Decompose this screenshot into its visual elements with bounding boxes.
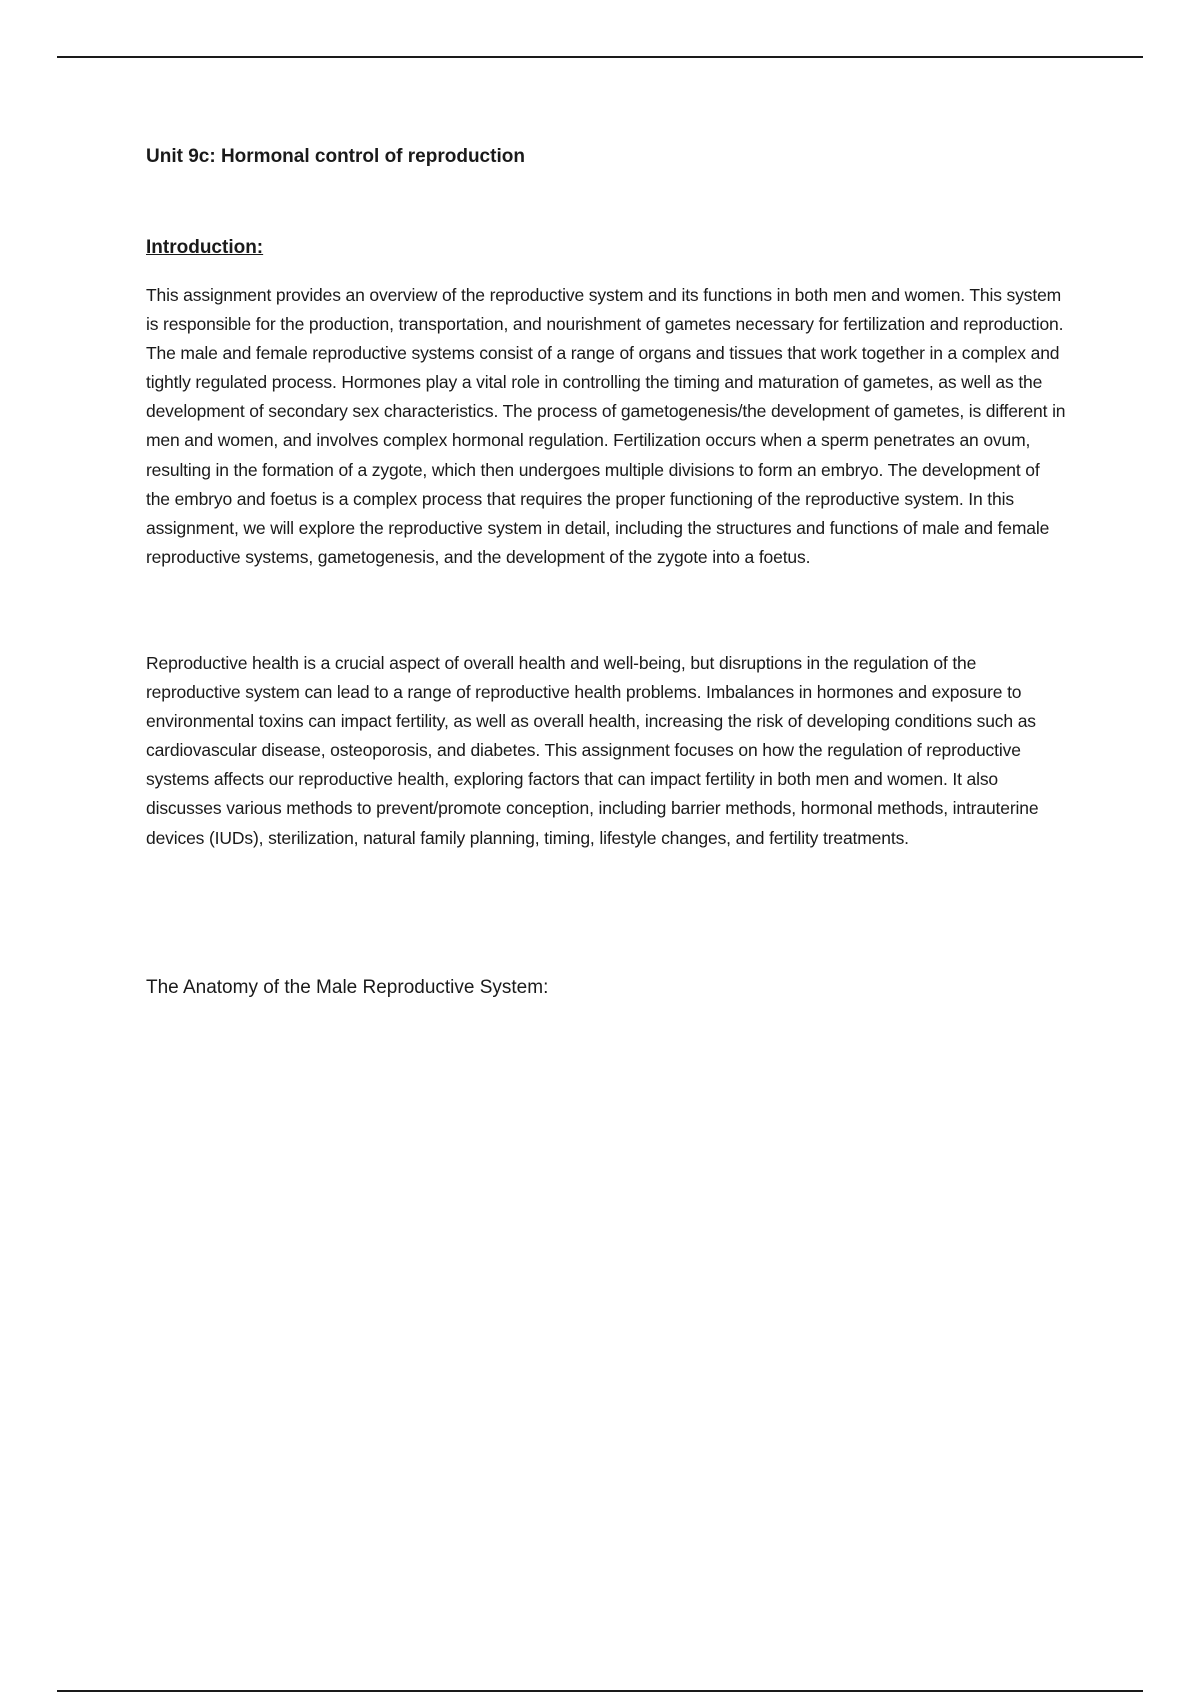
header-rule <box>57 56 1143 58</box>
document-title: Unit 9c: Hormonal control of reproduction <box>146 146 525 167</box>
introduction-paragraph-1: This assignment provides an overview of the reproductive system and its functions in both men and women. This system is responsible for the production, transportation, and nourishment of gametes necessary for fertilization and reproduction. The male and female reproductive systems consist of a range of organs and tissues that work together in a complex and tightly regulated process. Hormones play a vital role in controlling the timing and maturation of gametes, as well as the development of secondary sex characteristics. The process of gametogenesis/the development of gametes, is different in men and women, and involves complex hormonal regulation. Fertilization occurs when a sperm penetrates an ovum, resulting in the formation of a zygote, which then undergoes multiple divisions to form an embryo. The development of the embryo and foetus is a complex process that requires the proper functioning of the reproductive system. In this assignment, we will explore the reproductive system in detail, including the structures and functions of male and female reproductive systems, gametogenesis, and the development of the zygote into a foetus. <box>146 285 1066 567</box>
footer-rule <box>57 1690 1143 1692</box>
introduction-heading: Introduction: <box>146 237 264 258</box>
introduction-paragraph-2: Reproductive health is a crucial aspect of overall health and well-being, but disruptions in the regulation of the reproductive system can lead to a range of reproductive health problems. Imbalances in hormones and exposure to environmental toxins can impact fertility, as well as overall health, increasing the risk of developing conditions such as cardiovascular disease, osteoporosis, and diabetes. This assignment focuses on how the regulation of reproductive systems affects our reproductive health, exploring factors that can impact fertility in both men and women. It also discusses various methods to prevent/promote conception, including barrier methods, hormonal methods, intrauterine devices (IUDs), sterilization, natural family planning, timing, lifestyle changes, and fertility treatments. <box>146 653 1039 848</box>
male-anatomy-heading: The Anatomy of the Male Reproductive System: <box>146 977 549 998</box>
